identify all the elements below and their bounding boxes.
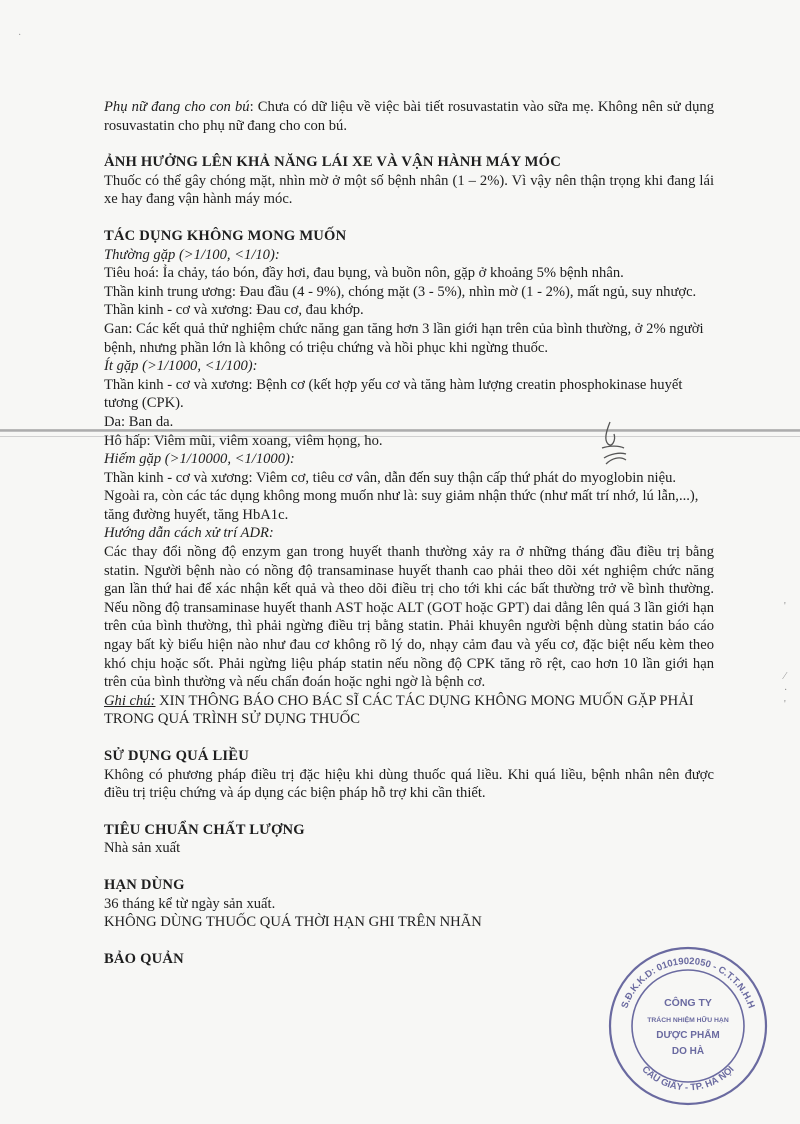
overdose-heading: SỬ DỤNG QUÁ LIỀU: [104, 748, 249, 764]
svg-text:CẦU GIẤY - TP. HÀ NỘI: [640, 1064, 737, 1093]
common-item: Thần kinh - cơ và xương: Đau cơ, đau khớp.: [104, 302, 364, 319]
breastfeeding-text: : Chưa có dữ liệu về việc bài tiết rosuvastatin vào sữa mẹ. Không nên sử dụng rosuvastatin cho phụ nữ đang cho con bú.: [104, 99, 714, 134]
breastfeeding-paragraph: [104, 98, 714, 135]
stamp-ring-text: S.Đ.K.K.D: 0101902050 - C.T.T.N.H.H: [619, 955, 757, 1010]
driving-heading: ẢNH HƯỞNG LÊN KHẢ NĂNG LÁI XE VÀ VẬN HÀNH MÁY MÓC: [104, 154, 561, 171]
quality-heading: TIÊU CHUẨN CHẤT LƯỢNG: [104, 821, 305, 838]
adr-label: Hướng dẫn cách xử trí ADR:: [104, 525, 274, 542]
shelf-life-heading: HẠN DÙNG: [104, 876, 185, 893]
note-text: XIN THÔNG BÁO CHO BÁC SĨ CÁC TÁC DỤNG KHÔNG MONG MUỐN GẶP PHẢI TRONG QUÁ TRÌNH SỬ DỤNG THUỐC: [104, 692, 694, 728]
shelf-life-line: 36 tháng kể từ ngày sản xuất.: [104, 895, 276, 912]
quality-text: Nhà sản xuất: [104, 840, 181, 857]
side-effects-heading: TÁC DỤNG KHÔNG MONG MUỐN: [104, 227, 347, 244]
company-stamp: [604, 940, 772, 1108]
overdose-text: Không có phương pháp điều trị đặc hiệu khi dùng thuốc quá liều. Khi quá liều, bệnh nhân nên được điều trị triệu chứng và áp dụng các biện pháp hỗ trợ khi cần thiết.: [104, 766, 714, 802]
stamp-line-type: TRÁCH NHIỆM HỮU HẠN: [647, 1017, 729, 1024]
driving-text: Thuốc có thể gây chóng mặt, nhìn mờ ở một số bệnh nhân (1 – 2%). Vì vậy nên thận trọng khi đang lái xe hay đang vận hành máy móc.: [104, 172, 714, 208]
note-paragraph: [104, 692, 714, 729]
stamp-bottom-text: CẦU GIẤY - TP. HÀ NỘI: [639, 1064, 737, 1094]
common-label: Thường gặp (>1/100, <1/10):: [104, 246, 280, 263]
uncommon-item: Hô hấp: Viêm mũi, viêm xoang, viêm họng, ho.: [104, 432, 383, 449]
adr-text: Các thay đổi nồng độ enzym gan trong huyết thanh thường xảy ra ở những tháng đầu điều trị bằng statin. Người bệnh nào có nồng độ transaminase huyết thanh cao phải theo dõi xét nghiệm chức năng gan lần thứ hai để xác nhận kết quả và theo dõi điều trị cho tới khi các bất thường trở về bình thường. Nếu nồng độ transaminase huyết thanh AST hoặc ALT (GOT hoặc GPT) dai dẳng lên quá 3 lần giới hạn trên của bình thường, thì phải ngừng điều trị bằng statin. Phải khuyên người bệnh dùng statin báo cáo ngay bất kỳ biểu hiện nào như đau cơ không rõ lý do, nhạy cảm đau và yếu cơ, đặc biệt nếu kèm theo khó chịu hoặc sốt. Phải ngừng liệu pháp statin nếu nồng độ CPK tăng rõ rệt, cao hơn 10 lần giới hạn trên của bình thường và nếu chẩn đoán hoặc nghi ngờ là bệnh cơ.: [104, 544, 714, 691]
stamp-line-company: CÔNG TY: [664, 997, 712, 1009]
common-item: Thần kinh trung ương: Đau đầu (4 - 9%), chóng mặt (3 - 5%), nhìn mờ (1 - 2%), mất ngủ, suy nhược.: [104, 283, 697, 300]
rare-item: Ngoài ra, còn các tác dụng không mong muốn như là: suy giảm nhận thức (như mất trí nhớ, lú lẫn,...), tăng đường huyết, tăng HbA1c.: [104, 488, 699, 523]
note-label: Ghi chú:: [104, 692, 156, 709]
document-page: [104, 98, 714, 968]
uncommon-item: Da: Ban da.: [104, 413, 174, 430]
uncommon-item: Thần kinh - cơ và xương: Bệnh cơ (kết hợp yếu cơ và tăng hàm lượng creatin phosphokinase huyết tương (CPK).: [104, 376, 683, 412]
rare-item: Thần kinh - cơ và xương: Viêm cơ, tiêu cơ vân, dẫn đến suy thận cấp thứ phát do myoglobin niệu.: [104, 469, 677, 486]
stamp-line-name: DƯỢC PHẨM: [656, 1030, 720, 1041]
scan-artifact-top: ·: [18, 30, 22, 41]
breastfeeding-label: Phụ nữ đang cho con bú: [104, 99, 250, 115]
common-item: Gan: Các kết quả thử nghiệm chức năng gan tăng hơn 3 lần giới hạn trên của bình thường, ở 2% người bệnh, nhưng phần lớn là không có triệu chứng và hồi phục khi ngừng thuốc.: [104, 320, 704, 356]
storage-heading: BẢO QUẢN: [104, 950, 184, 967]
signature-initials-icon: [596, 418, 630, 468]
scan-artifact-side: ' ⁄ · ': [784, 601, 788, 710]
stamp-line-brand: DO HÀ: [671, 1046, 705, 1057]
rare-label: Hiếm gặp (>1/10000, <1/1000):: [104, 451, 295, 468]
uncommon-label: Ít gặp (>1/1000, <1/100):: [104, 358, 258, 375]
common-item: Tiêu hoá: Ỉa chảy, táo bón, đầy hơi, đau bụng, và buồn nôn, gặp ở khoảng 5% bệnh nhân.: [104, 265, 624, 282]
shelf-life-warning: KHÔNG DÙNG THUỐC QUÁ THỜI HẠN GHI TRÊN NHÃN: [104, 914, 482, 931]
